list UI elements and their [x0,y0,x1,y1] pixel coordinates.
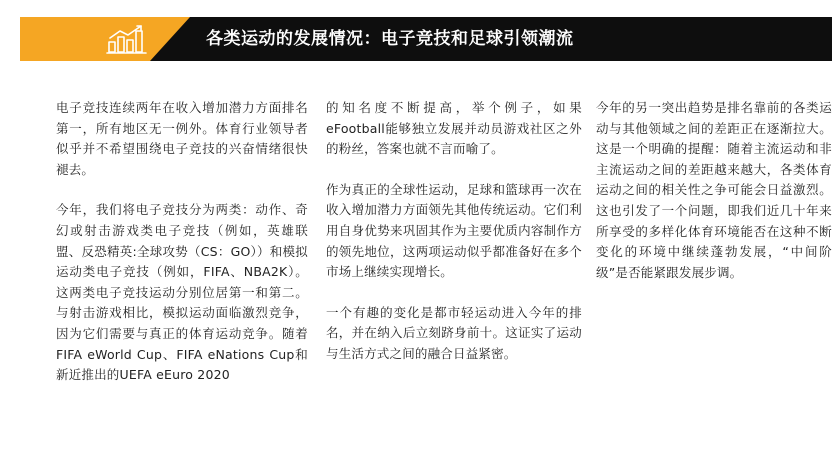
section-title: 各类运动的发展情况：电子竞技和足球引领潮流 [206,29,574,49]
paragraph: 的知名度不断提高，举个例子，如果eFootball能够独立发展并动员游戏社区之外的粉丝，答案也就不言而喻了。 [326,100,582,157]
bar-chart-growth-icon [106,23,148,55]
paragraph: 一个有趣的变化是都市轻运动进入今年的排名，并在纳入后立刻跻身前十。这证实了运动与生活方式之间的融合日益紧密。 [326,304,582,361]
section-header-bar [20,17,832,61]
paragraph: 电子竞技连续两年在收入增加潜力方面排名第一，所有地区无一例外。体育行业领导者似乎并不希望围绕电子竞技的兴奋情绪很快褪去。 [56,100,308,177]
paragraph: 作为真正的全球性运动，足球和篮球再一次在收入增加潜力方面领先其他传统运动。它们利用自身优势来巩固其作为主要优质内容制作方的领先地位，这两项运动似乎都准备好在多个市场上继续实现增长。 [326,181,582,280]
paragraph: 今年的另一突出趋势是排名靠前的各类运动与其他领域之间的差距正在逐渐拉大。这是一个明确的提醒：随着主流运动和非主流运动之间的差距越来越大，各类体育运动之间的相关性之争可能会日益激烈。这也引发了一个问题，即我们近几十年来所享受的多样化体育环境能否在这种不断变化的环境中继续蓬勃发展，“中间阶级”是否能紧跟发展步调。 [596,100,832,280]
header-accent-slant [150,17,190,61]
text-column-3 [596,98,832,303]
text-column-1 [56,98,308,406]
text-column-2 [326,98,582,385]
paragraph: 今年，我们将电子竞技分为两类：动作、奇幻或射击游戏类电子竞技（例如，英雄联盟、反恐精英:全球攻势（CS：GO））和模拟运动类电子竞技（例如，FIFA、NBA2K）。这两类电子竞技运动分别位居第一和第二。与射击游戏相比，模拟运动面临激烈竞争，因为它们需要与真正的体育运动竞争。随着FIFA eWorld Cup、FIFA eNations Cup和新近推出的UEFA eEuro 2020 [56,202,308,383]
